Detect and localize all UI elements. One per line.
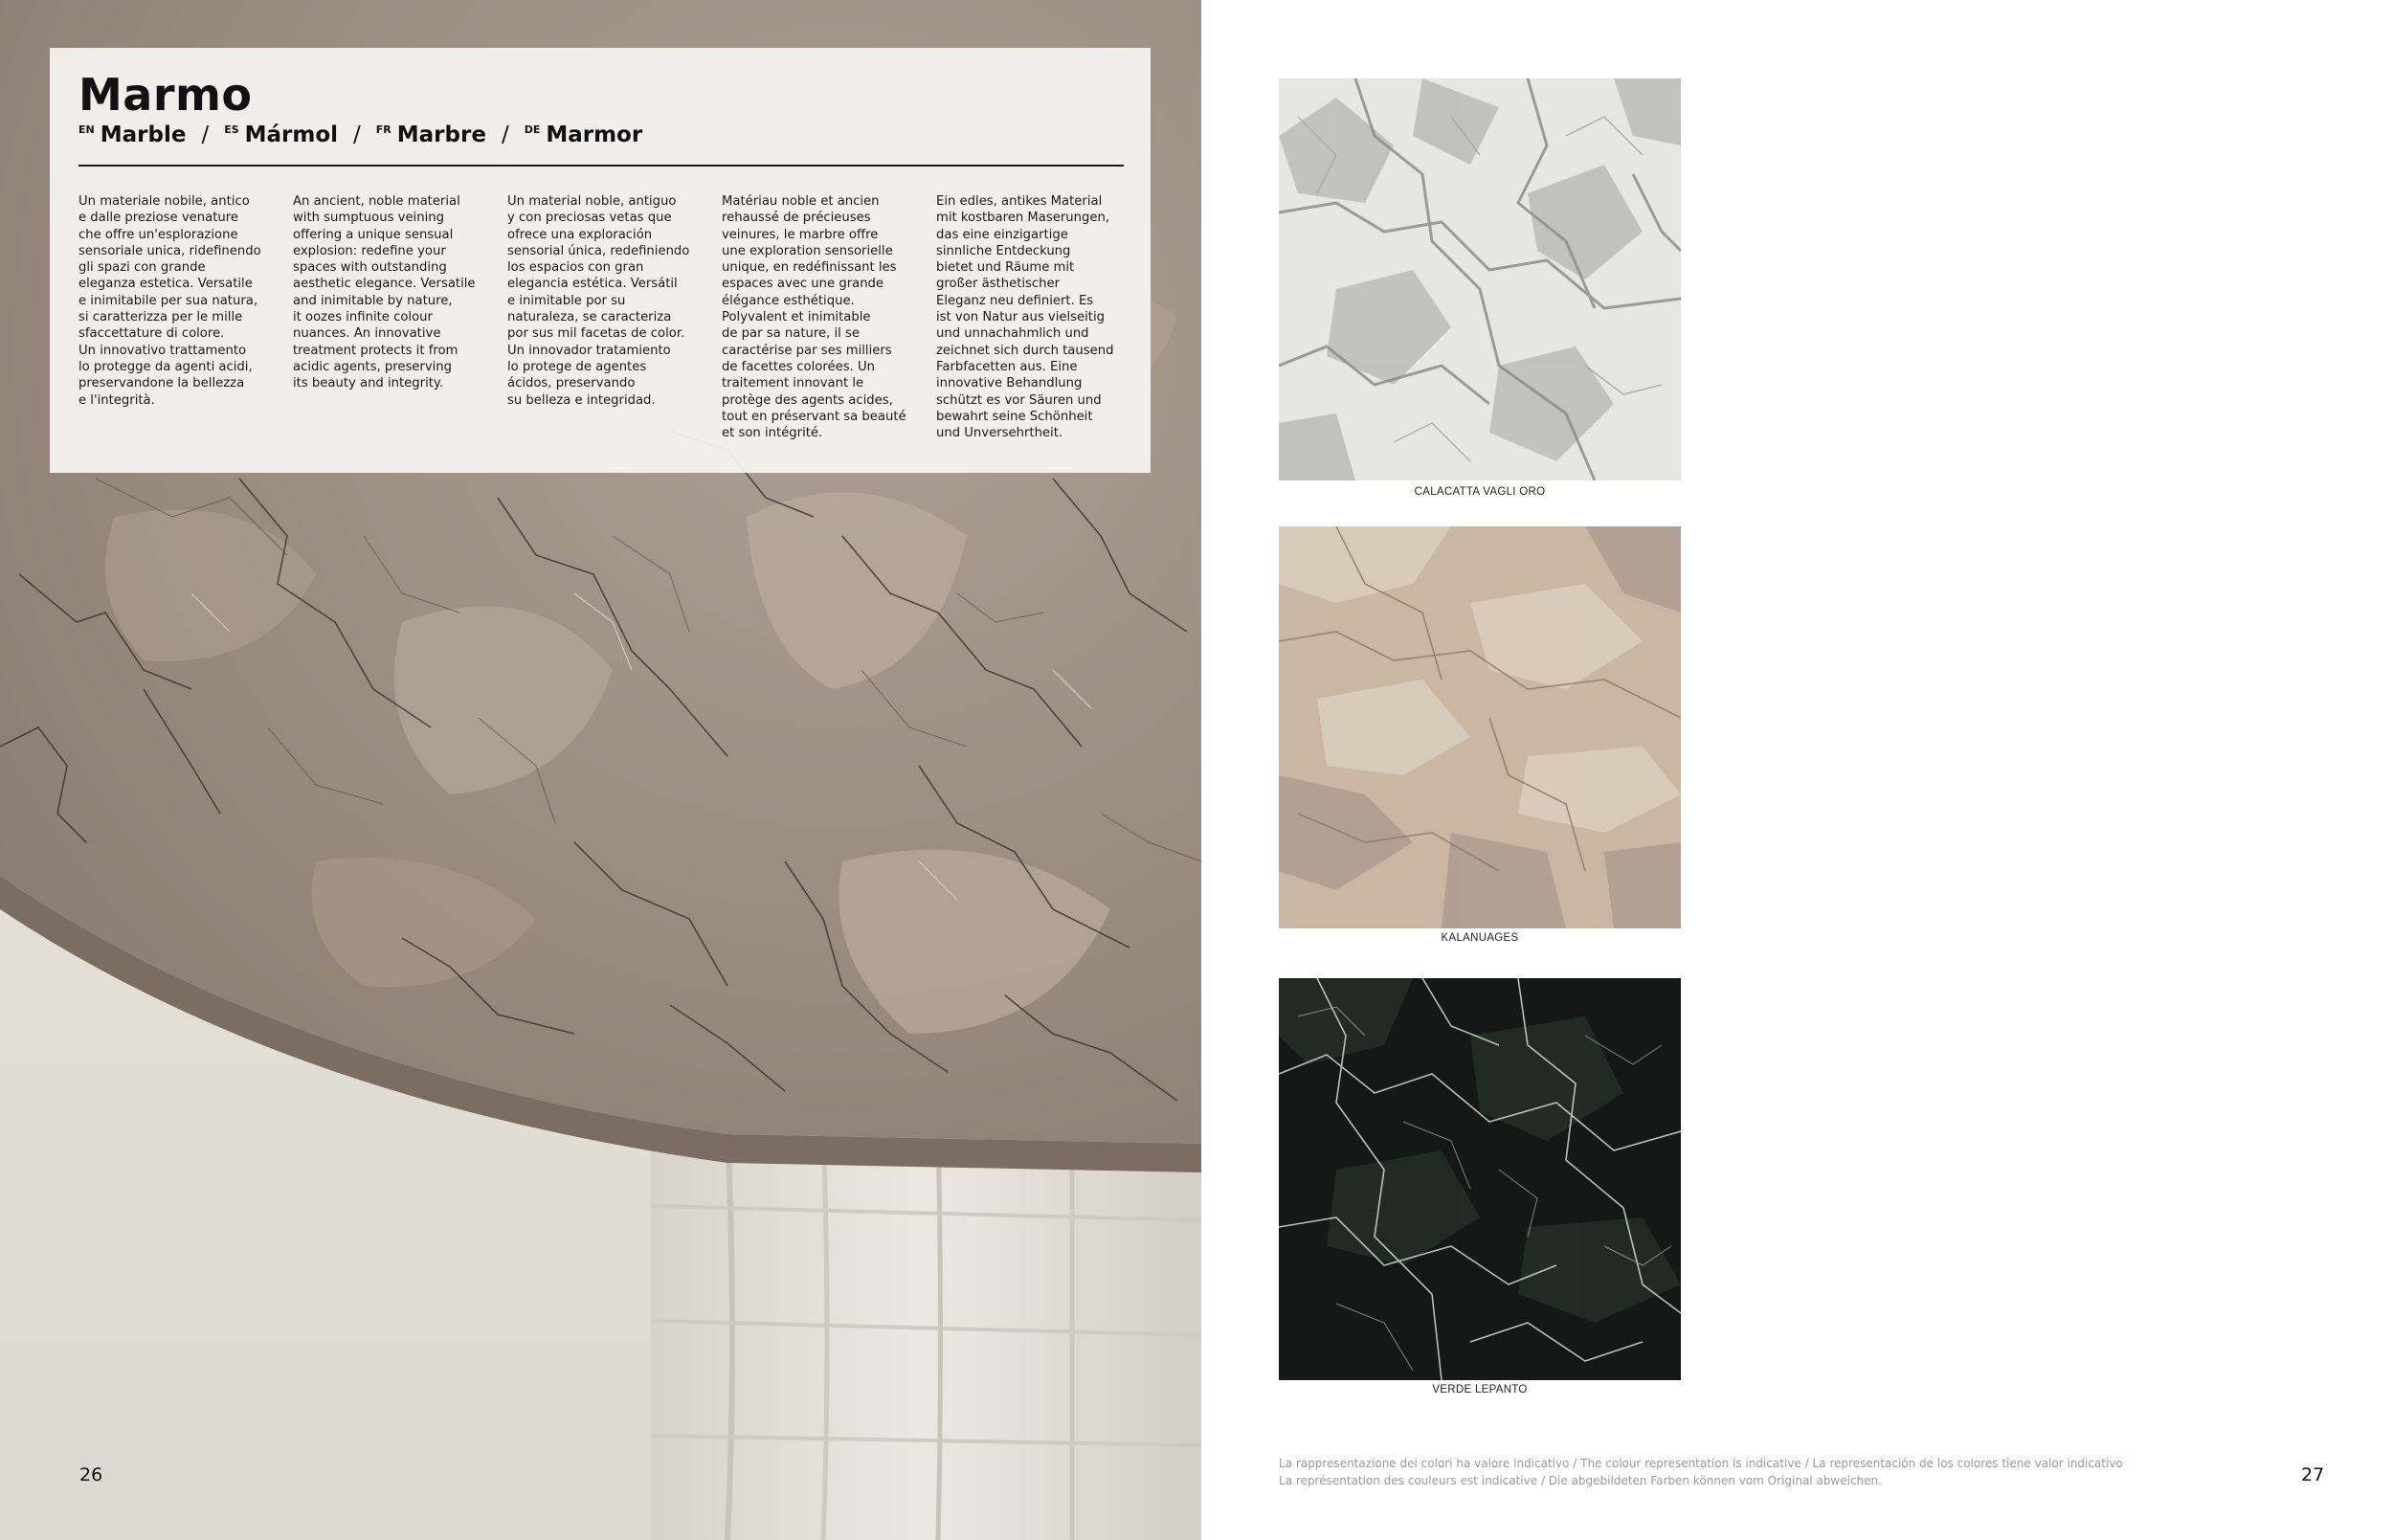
description-line: sensorial única, redefiniendo <box>507 243 690 258</box>
description-line: aesthetic elegance. Versatile <box>293 277 476 292</box>
description-line: nuances. An innovative <box>293 326 441 342</box>
description-line: che offre un'esplorazione <box>78 227 238 242</box>
description-line: ist von Natur aus vielseitig <box>936 310 1106 325</box>
description-line: treatment protects it from <box>293 343 458 358</box>
description-line: und Unversehrtheit. <box>936 426 1063 441</box>
description-line: Un innovativo trattamento <box>78 343 247 358</box>
page-number-left: 26 <box>79 1464 103 1485</box>
description-line: spaces with outstanding <box>293 260 447 276</box>
description-line: Un materiale nobile, antico <box>78 194 250 209</box>
lang-code-es: ES <box>224 123 239 136</box>
description-line: innovative Behandlung <box>936 376 1083 391</box>
description-line: mit kostbaren Maserungen, <box>936 211 1110 226</box>
description-line: und unnachahmlich und <box>936 326 1089 342</box>
description-line: with sumptuous veining <box>293 211 444 226</box>
description-line: Ein edles, antikes Material <box>936 194 1103 209</box>
description-line: acidic agents, preserving <box>293 359 453 374</box>
description-line: por sus mil facetas de color. <box>507 326 685 342</box>
description-line: lo protege de agentes <box>507 359 647 374</box>
description-line: caractérise par ses milliers <box>722 343 892 358</box>
description-line: naturaleza, se caracteriza <box>507 310 672 325</box>
swatch-kalanuages <box>1279 526 1681 928</box>
description-line: traitement innovant le <box>722 376 864 391</box>
verde-lepanto-marble-texture <box>1279 978 1681 1380</box>
description-line: rehaussé de précieuses <box>722 211 871 226</box>
page-number-right: 27 <box>2301 1464 2325 1485</box>
description-column-fr <box>722 193 930 441</box>
swatch-verde-lepanto <box>1279 978 1681 1380</box>
description-line: veinures, le marbre offre <box>722 227 879 242</box>
swatch-label-kalanuages: KALANUAGES <box>1441 932 1519 944</box>
description-line: los espacios con gran <box>507 260 644 276</box>
description-line: lo protegge da agenti acidi, <box>78 359 253 374</box>
description-line: e dalle preziose venature <box>78 211 238 226</box>
description-line: Un material noble, antiguo <box>507 194 677 209</box>
description-line: protège des agents acides, <box>722 392 893 408</box>
kalanuages-marble-texture <box>1279 526 1681 928</box>
description-line: e inimitabile per sua natura, <box>78 293 258 308</box>
translations-row <box>78 123 642 161</box>
separator: / <box>201 123 210 147</box>
description-column-de <box>936 193 1145 441</box>
swatch-label-calacatta: CALACATTA VAGLI ORO <box>1414 486 1546 498</box>
swatch-calacatta-vagli-oro <box>1279 78 1681 480</box>
description-line: Un innovador tratamiento <box>507 343 671 358</box>
description-line: eleganza estetica. Versatile <box>78 277 253 292</box>
lang-code-de: DE <box>524 123 541 136</box>
description-line: unique, en redéfinissant les <box>722 260 897 276</box>
description-line: explosion: redefine your <box>293 243 446 258</box>
description-line: großer ästhetischer <box>936 277 1061 292</box>
description-panel <box>50 48 1151 473</box>
description-line: sensoriale unica, ridefinendo <box>78 243 261 258</box>
calacatta-marble-texture <box>1279 78 1681 480</box>
description-line: Farbfacetten aus. Eine <box>936 359 1078 374</box>
description-line: An ancient, noble material <box>293 194 460 209</box>
description-line: su belleza e integridad. <box>507 392 656 408</box>
swatch-label-verde-lepanto: VERDE LEPANTO <box>1432 1384 1528 1395</box>
description-line: bietet und Räume mit <box>936 260 1075 276</box>
separator: / <box>501 123 509 147</box>
description-line: offering a unique sensual <box>293 227 454 242</box>
divider-rule <box>78 165 1124 167</box>
description-line: preservandone la bellezza <box>78 376 245 391</box>
description-line: tout en préservant sa beauté <box>722 409 906 424</box>
description-line: de facettes colorées. Un <box>722 359 875 374</box>
description-line: et son intégrité. <box>722 426 823 441</box>
disclaimer-line: La représentation des couleurs est indicative / Die abgebildeten Farben können vom Original abweichen. <box>1279 1474 1882 1487</box>
lang-code-fr: FR <box>375 123 391 136</box>
separator: / <box>353 123 361 147</box>
translation-fr: Marbre <box>396 123 486 147</box>
description-line: schützt es vor Säuren und <box>936 392 1102 408</box>
description-line: it oozes infinite colour <box>293 310 433 325</box>
translation-en: Marble <box>100 123 187 147</box>
description-line: and inimitable by nature, <box>293 293 453 308</box>
description-line: das eine einzigartige <box>936 227 1068 242</box>
description-line: sinnliche Entdeckung <box>936 243 1071 258</box>
description-line: de par sa nature, il se <box>722 326 860 342</box>
description-line: y con preciosas vetas que <box>507 211 672 226</box>
description-column-es <box>507 193 716 409</box>
description-line: espaces avec une grande <box>722 277 884 292</box>
disclaimer-line: La rappresentazione dei colori ha valore indicativo / The colour representation is indicative / La representación de los colores tiene valor indicativo <box>1279 1457 2123 1470</box>
description-line: e inimitable por su <box>507 293 626 308</box>
description-column-en <box>293 193 502 392</box>
colour-disclaimer <box>1279 1455 2236 1489</box>
description-line: bewahrt seine Schönheit <box>936 409 1093 424</box>
translation-de: Marmor <box>546 123 643 147</box>
description-columns <box>78 193 1131 452</box>
translation-es: Mármol <box>244 123 339 147</box>
description-line: ácidos, preservando <box>507 376 636 391</box>
description-line: Polyvalent et inimitable <box>722 310 871 325</box>
description-line: une exploration sensorielle <box>722 243 893 258</box>
description-line: gli spazi con grande <box>78 260 206 276</box>
description-line: e l'integrità. <box>78 392 155 408</box>
description-line: ofrece una exploración <box>507 227 653 242</box>
description-line: si caratterizza per le mille <box>78 310 243 325</box>
description-line: élégance esthétique. <box>722 293 855 308</box>
description-column-it <box>78 193 287 409</box>
description-line: sfaccettature di colore. <box>78 326 225 342</box>
description-line: Eleganz neu definiert. Es <box>936 293 1094 308</box>
lang-code-en: EN <box>78 123 95 136</box>
page-title: Marmo <box>78 69 253 121</box>
description-line: Matériau noble et ancien <box>722 194 880 209</box>
description-line: its beauty and integrity. <box>293 376 444 391</box>
description-line: elegancia estética. Versátil <box>507 277 678 292</box>
description-line: zeichnet sich durch tausend <box>936 343 1114 358</box>
